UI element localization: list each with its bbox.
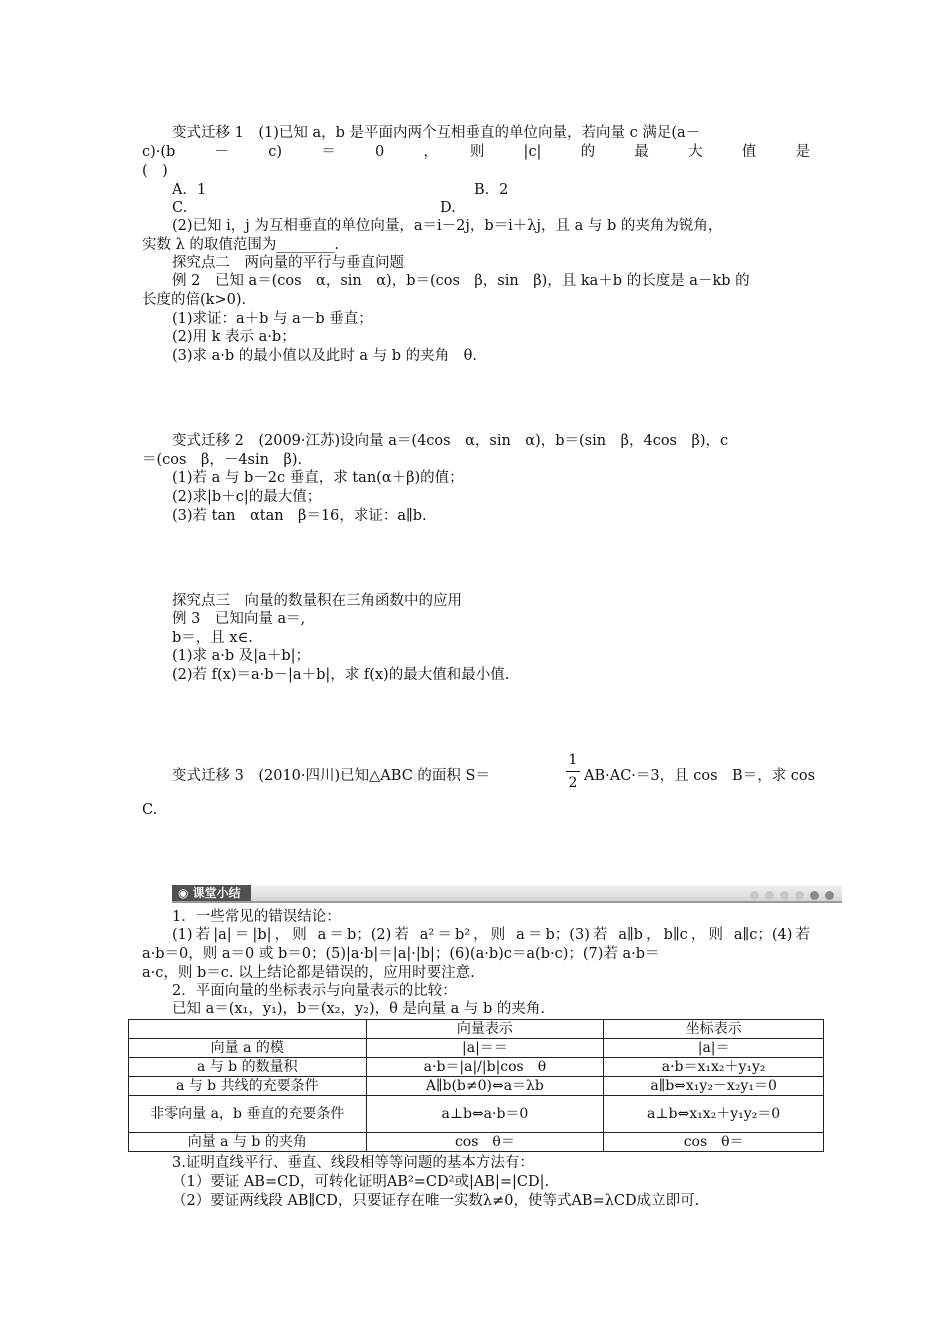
table-header-cell: 坐标表示 xyxy=(604,1020,824,1039)
table-cell: a 与 b 的数量积 xyxy=(129,1058,367,1077)
example-2-q2: (2)用 k 表示 a·b； xyxy=(172,329,296,345)
table-row xyxy=(129,1096,824,1133)
table-cell: a⊥b⇔x₁x₂＋y₁y₂＝0 xyxy=(604,1096,824,1133)
ex1-option-a: A．1 xyxy=(172,182,207,198)
ex2-q1: (1)若 a 与 b－2c 垂直，求 tan(α＋β)的值； xyxy=(172,470,464,486)
dot-icon xyxy=(750,891,759,900)
table-row xyxy=(129,1058,824,1077)
ex1-part2-line-2: 实数 λ 的取值范围为________. xyxy=(142,237,340,253)
table-cell: a∥b⇔x₁y₂－x₂y₁＝0 xyxy=(604,1077,824,1096)
table-cell: a⊥b⇔a·b＝0 xyxy=(366,1096,604,1133)
table-cell: a·b＝|a|/|b|cos θ xyxy=(366,1058,604,1077)
summary-p2-title: 2．平面向量的坐标表示与向量表示的比较： xyxy=(172,983,457,999)
ex1-option-b: B．2 xyxy=(474,182,509,198)
summary-p2-line-1: 已知 a＝(x₁，y₁)，b＝(x₂，y₂)，θ 是向量 a 与 b 的夹角. xyxy=(172,1001,545,1017)
ex1-line-2: c)·(b － c) ＝ 0 ， 则 |c| 的 最 大 值 是 xyxy=(142,144,810,160)
ex2-q2: (2)求|b＋c|的最大值； xyxy=(172,489,322,505)
ex1-option-c: C. xyxy=(172,200,188,216)
summary-header-bar xyxy=(172,885,842,903)
table-header-row xyxy=(129,1020,824,1039)
ex3-line-1-post: AB·AC·＝3，且 cos B＝，求 cos xyxy=(584,768,816,784)
decorative-dots xyxy=(744,888,834,904)
ex3-line-2: C. xyxy=(142,802,158,818)
table-cell: a 与 b 共线的充要条件 xyxy=(129,1077,367,1096)
dot-icon xyxy=(795,891,804,900)
table-row xyxy=(129,1039,824,1058)
summary-p1-line-2: a·b＝0，则 a＝0 或 b＝0；(5)|a·b|＝|a|·|b|；(6)(a·b)c＝a(b·c)；(7)若 a·b＝ xyxy=(142,946,660,962)
table-cell: |a|＝ xyxy=(604,1039,824,1058)
example-3-q1: (1)求 a·b 及|a＋b|； xyxy=(172,648,310,664)
example-2-q1: (1)求证：a＋b 与 a－b 垂直； xyxy=(172,311,373,327)
table-row xyxy=(129,1077,824,1096)
ex1-line-1: 变式迁移 1 (1)已知 a，b 是平面内两个互相垂直的单位向量，若向量 c 满足(a－ xyxy=(172,125,701,141)
table-header-cell xyxy=(129,1020,367,1039)
ex1-part2-line-1: (2)已知 i，j 为互相垂直的单位向量，a＝i－2j，b＝i＋λj，且 a 与 b 的夹角为锐角， xyxy=(172,218,723,234)
ex3-fraction xyxy=(566,752,580,791)
summary-p1-title: 1．一些常见的错误结论： xyxy=(172,909,341,925)
ex1-option-d: D. xyxy=(440,200,456,216)
ex2-line-2: ＝(cos β，－4sin β)． xyxy=(142,452,313,468)
ex3-fraction-denominator: 2 xyxy=(568,775,578,791)
section-2-title: 探究点二 两向量的平行与垂直问题 xyxy=(172,255,404,271)
example-3-line-1: 例 3 已知向量 a＝, xyxy=(172,611,306,627)
table-cell: 向量 a 与 b 的夹角 xyxy=(129,1133,367,1152)
table-row xyxy=(129,1133,824,1152)
dot-icon xyxy=(765,891,774,900)
summary-p1-line-1: (1)若|a|＝|b|，则 a＝b；(2)若 a²＝b²，则 a＝b；(3)若 a∥b，b∥c，则 a∥c；(4)若 xyxy=(172,927,810,943)
ex3-fraction-numerator: 1 xyxy=(568,752,578,768)
comparison-table xyxy=(128,1019,824,1152)
example-3-q2: (2)若 f(x)＝a·b－|a＋b|，求 f(x)的最大值和最小值. xyxy=(172,667,510,683)
table-cell: 向量 a 的模 xyxy=(129,1039,367,1058)
example-2-line-1: 例 2 已知 a＝(cos α，sin α)，b＝(cos β，sin β)，且 ka＋b 的长度是 a－kb 的 xyxy=(172,273,750,289)
ex2-q3: (3)若 tan αtan β＝16，求证：a∥b. xyxy=(172,508,427,524)
ex3-fraction-bar xyxy=(566,771,580,772)
table-cell: 非零向量 a，b 垂直的充要条件 xyxy=(129,1096,367,1133)
summary-tag: ◉ 课堂小结 xyxy=(172,885,251,901)
summary-p3-title: 3.证明直线平行、垂直、线段相等等问题的基本方法有： xyxy=(172,1155,534,1171)
table-cell: |a|＝＝ xyxy=(366,1039,604,1058)
table-cell: cos θ＝ xyxy=(366,1133,604,1152)
section-3-title: 探究点三 向量的数量积在三角函数中的应用 xyxy=(172,593,462,609)
summary-p3-line-2: （2）要证两线段 AB∥CD，只要证存在唯一实数λ≠0，使等式AB=λCD成立即可. xyxy=(172,1193,700,1209)
dot-icon xyxy=(825,891,834,900)
example-2-q3: (3)求 a·b 的最小值以及此时 a 与 b 的夹角 θ. xyxy=(172,348,477,364)
ex1-answer-bracket: ( ) xyxy=(142,163,168,179)
ex2-line-1: 变式迁移 2 (2009·江苏)设向量 a＝(4cos α，sin α)，b＝(sin β，4cos β)，c xyxy=(172,433,729,449)
example-3-line-2: b＝，且 x∈. xyxy=(172,630,253,646)
ex3-line-1-pre: 变式迁移 3 (2010·四川)已知△ABC 的面积 S＝ xyxy=(172,768,490,784)
example-2-line-2: 长度的倍(k>0)． xyxy=(142,292,256,308)
table-cell: A∥b(b≠0)⇔a＝λb xyxy=(366,1077,604,1096)
table-cell: cos θ＝ xyxy=(604,1133,824,1152)
summary-p3-line-1: （1）要证 AB=CD，可转化证明AB²=CD²或|AB|=|CD|. xyxy=(172,1174,550,1190)
dot-icon xyxy=(810,891,819,900)
table-cell: a·b＝x₁x₂＋y₁y₂ xyxy=(604,1058,824,1077)
summary-p1-line-3: a·c，则 b＝c. 以上结论都是错误的，应用时要注意. xyxy=(142,965,475,981)
dot-icon xyxy=(780,891,789,900)
table-header-cell: 向量表示 xyxy=(366,1020,604,1039)
